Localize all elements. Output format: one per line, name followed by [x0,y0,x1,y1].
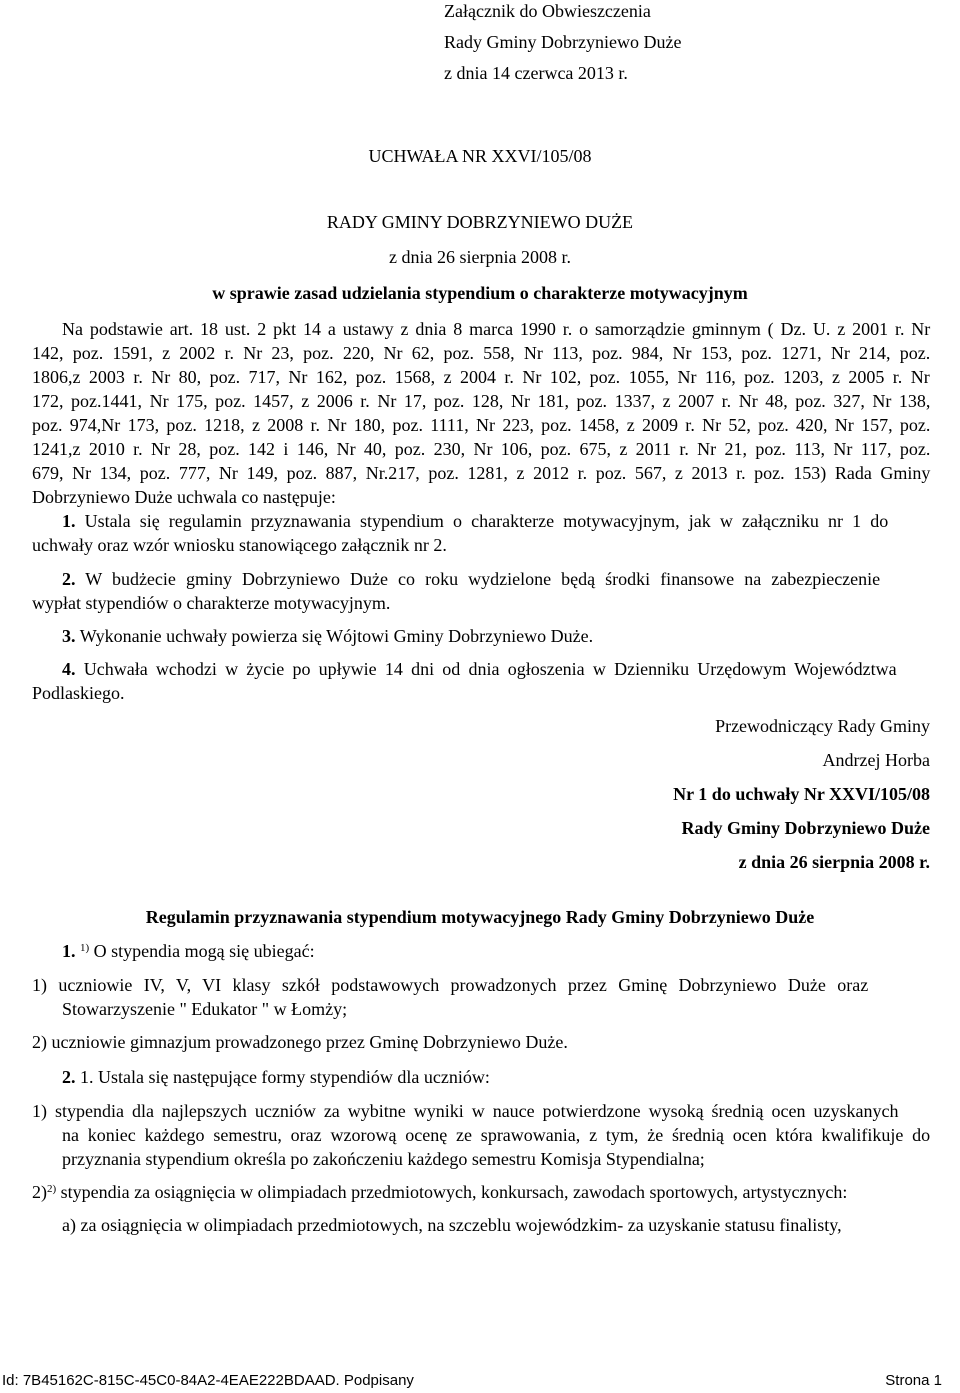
section-text: Uchwała wchodzi w życie po upływie 14 dni od dnia ogłoszenia w Dzienniku Urzędowym Województwa [83,659,897,679]
item-label: 1) [32,975,47,995]
regulation-title: Regulamin przyznawania stypendium motywacyjnego Rady Gminy Dobrzyniewo Duże [145,907,815,927]
regulation-section-1 [62,940,315,964]
eligibility-item-1 [32,974,868,998]
signature-name: Andrzej Horba [822,750,930,770]
eligibility-item-2 [32,1031,568,1055]
section-number: 1. [62,941,76,961]
annex-ref-line3: z dnia 26 sierpnia 2008 r. [738,852,930,872]
section-text: 1. Ustala się następujące formy stypendiów dla uczniów: [80,1067,490,1087]
section-number: 2. [62,1067,76,1087]
resolution-subject: w sprawie zasad udzielania stypendium o charakterze motywacyjnym [212,283,748,303]
form-item-2 [32,1181,847,1205]
annex-ref-line2: Rady Gminy Dobrzyniewo Duże [681,818,930,838]
section-number: 2. [62,569,76,589]
section-number: 3. [62,626,76,646]
item-text: stypendia za osiągnięcia w olimpiadach przedmiotowych, konkursach, zawodach sportowych, artystycznych: [60,1182,848,1202]
preamble-line: 172, poz.1441, Nr 175, poz. 1457, z 2006 r. Nr 17, poz. 128, Nr 181, poz. 1337, z 2007 r. Nr 48, poz. 327, Nr 138, [32,391,931,411]
annex-header-line1: Załącznik do Obwieszczenia [444,1,651,21]
resolution-council: RADY GMINY DOBRZYNIEWO DUŻE [326,212,634,232]
form-item-1-line2: na koniec każdego semestru, oraz wzorową ocenę ze sprawowania, z tym, że średnią ocen która kwalifikuje do [62,1125,931,1145]
section-number: 4. [62,659,76,679]
preamble-line: 1241,z 2010 r. Nr 28, poz. 142 i 146, Nr 40, poz. 230, Nr 106, poz. 675, z 2011 r. Nr 21, poz. 113, Nr 117, poz. [32,439,931,459]
section-2-line2: wypłat stypendiów o charakterze motywacyjnym. [32,593,391,613]
section-4-line2: Podlaskiego. [32,683,125,703]
section-2 [62,568,880,592]
form-item-1-line3: przyznania stypendium określa po zakończeniu każdego semestru Komisja Stypendialna; [62,1149,705,1169]
resolution-date: z dnia 26 sierpnia 2008 r. [389,247,571,267]
item-text: uczniowie IV, V, VI klasy szkół podstawowych prowadzonych przez Gminę Dobrzyniewo Duże oraz [58,975,869,995]
preamble-line: 1806,z 2003 r. Nr 80, poz. 717, Nr 162, poz. 1568, z 2004 r. Nr 102, poz. 1055, Nr 116, poz. 1203, z 2005 r. Nr [32,367,930,387]
preamble-line: Dobrzyniewo Duże uchwala co następuje: [32,487,336,507]
footnote-marker: 1) [80,942,90,954]
annex-header-line3: z dnia 14 czerwca 2013 r. [444,63,628,83]
footnote-marker: 2) [47,1183,57,1195]
section-text: Wykonanie uchwały powierza się Wójtowi Gminy Dobrzyniewo Duże. [79,626,594,646]
preamble-line: poz. 974,Nr 173, poz. 1218, z 2008 r. Nr 180, poz. 1111, Nr 223, poz. 1458, z 2009 r. Nr 52, poz. 420, Nr 157, poz. [32,415,931,435]
section-text: O stypendia mogą się ubiegać: [93,941,315,961]
item-text: stypendia dla najlepszych uczniów za wybitne wyniki w nauce potwierdzone wysoką średnią ocen uzyskanych [54,1101,899,1121]
preamble-line: 679, Nr 134, poz. 777, Nr 149, poz. 887, Nr.217, poz. 1281, z 2012 r. poz. 567, z 2013 r. poz. 153) Rada Gminy [32,463,931,483]
section-1-line2: uchwały oraz wzór wniosku stanowiącego załącznik nr 2. [32,535,447,555]
form-item-1 [32,1100,898,1124]
regulation-section-2 [62,1066,490,1090]
section-4 [62,658,897,682]
annex-ref-line1: Nr 1 do uchwały Nr XXVI/105/08 [673,784,930,804]
preamble-line: Na podstawie art. 18 ust. 2 pkt 14 a ustawy z dnia 8 marca 1990 r. o samorządzie gminnym ( Dz. U. z 2001 r. Nr [62,319,931,339]
document-id: Id: 7B45162C-815C-45C0-84A2-4EAE222BDAAD. Podpisany [2,1372,414,1390]
section-3 [62,625,593,649]
section-text: W budżecie gminy Dobrzyniewo Duże co roku wydzielone będą środki finansowe na zabezpieczenie [85,569,881,589]
form-item-2a: a) za osiągnięcia w olimpiadach przedmiotowych, na szczeblu wojewódzkim- za uzyskanie statusu finalisty, [62,1215,842,1235]
resolution-number: UCHWAŁA NR XXVI/105/08 [368,146,592,166]
preamble-line: 142, poz. 1591, z 2002 r. Nr 23, poz. 220, Nr 62, poz. 558, Nr 113, poz. 984, Nr 153, poz. 1271, Nr 214, poz. [32,343,931,363]
signature-role: Przewodniczący Rady Gminy [715,716,930,736]
page-number: Strona 1 [885,1372,942,1390]
section-number: 1. [62,511,76,531]
annex-header-line2: Rady Gminy Dobrzyniewo Duże [444,32,682,52]
item-label: 2) [32,1182,47,1202]
section-1 [62,510,888,534]
item-text: uczniowie gimnazjum prowadzonego przez Gminę Dobrzyniewo Duże. [51,1032,568,1052]
item-label: 1) [32,1101,47,1121]
item-label: 2) [32,1032,47,1052]
eligibility-item-1-line2: Stowarzyszenie " Edukator " w Łomży; [62,999,348,1019]
section-text: Ustala się regulamin przyznawania stypendium o charakterze motywacyjnym, jak w załączniku nr 1 do [84,511,889,531]
